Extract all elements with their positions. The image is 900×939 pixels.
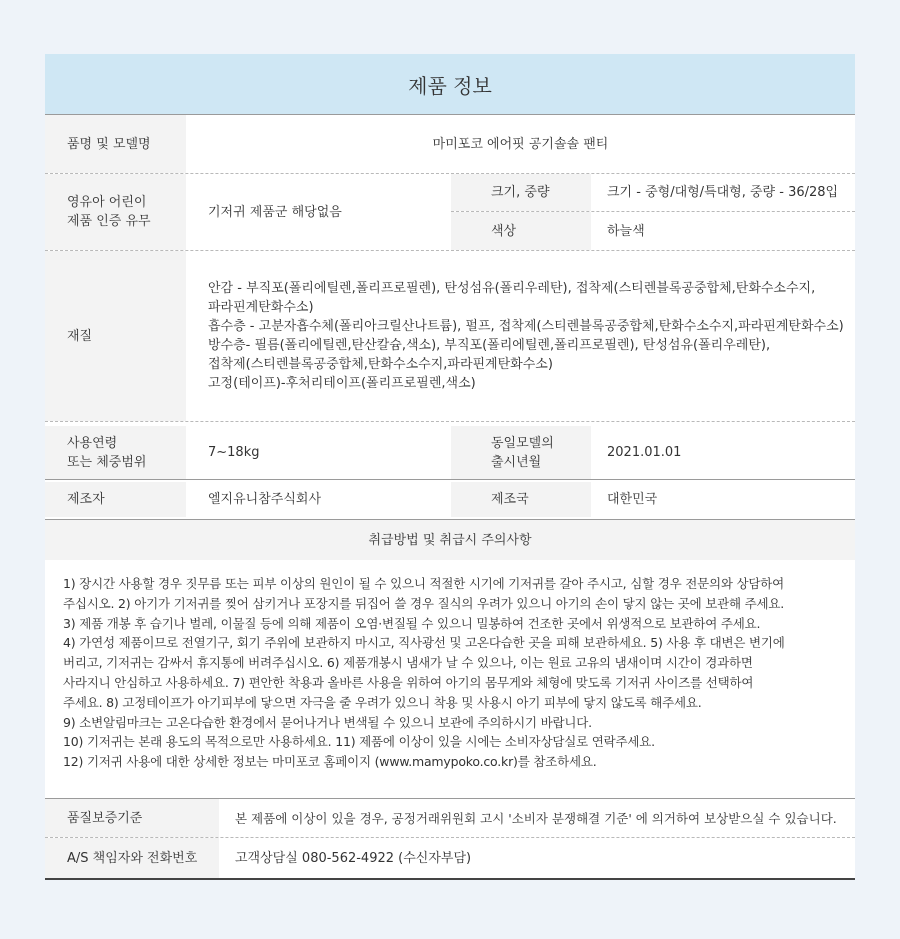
handling-line: 9) 소변알림마크는 고온다습한 환경에서 묻어나거나 변색될 수 있으니 보관에 주의하시기 바랍니다. <box>63 714 592 730</box>
handling-line: 3) 제품 개봉 후 습기나 벌레, 이물질 등에 의해 제품이 오염·변질될 수 있으니 밀봉하여 건조한 곳에서 위생적으로 보관하여 주세요. <box>63 615 761 631</box>
release-label <box>451 426 591 479</box>
age-range-label-line1: 사용연령 <box>67 435 118 451</box>
page-title: 제품 정보 <box>45 54 855 114</box>
release-label-line2: 출시년월 <box>491 454 542 470</box>
handling-line: 주세요. 8) 고정테이프가 아기피부에 닿으면 자극을 줄 우려가 있으니 착용 및 사용시 아기 피부에 닿지 않도록 해주세요. <box>63 694 702 710</box>
material-line: 흡수층 - 고분자흡수체(폴리아크릴산나트륨), 펄프, 접착제(스티렌블록공중합체,탄화수소수지,파라핀계탄화수소) <box>208 319 844 334</box>
handling-heading: 취급방법 및 취급시 주의사항 <box>45 520 855 560</box>
age-range-label-line2: 또는 체중범위 <box>67 454 147 470</box>
product-name-label: 품명 및 모델명 <box>45 115 186 173</box>
material-value <box>186 251 855 421</box>
quality-value: 본 제품에 이상이 있을 경우, 공정거래위원회 고시 '소비자 분쟁해결 기준' 에 의거하여 보상받으실 수 있습니다. <box>235 810 837 826</box>
handling-line: 1) 장시간 사용할 경우 짓무름 또는 피부 이상의 원인이 될 수 있으니 적절한 시기에 기저귀를 갈아 주시고, 심할 경우 전문의와 상담하여 <box>63 576 785 591</box>
handling-line: 버리고, 기저귀는 감싸서 휴지통에 버려주십시오. 6) 제품개봉시 냄새가 날 수 있으나, 이는 원료 고유의 냄새이며 시간이 경과하면 <box>63 655 753 671</box>
release-label-line1: 동일모델의 <box>491 435 554 451</box>
quality-label: 품질보증기준 <box>45 799 219 837</box>
handling-line: 4) 가연성 제품이므로 전열기구, 회기 주위에 보관하지 마시고, 직사광선 및 고온다습한 곳을 피해 보관하세요. 5) 사용 후 대변은 변기에 <box>63 635 785 651</box>
material-line: 파라핀계탄화수소) <box>208 300 314 315</box>
manufacturer-value: 엘지유니참주식회사 <box>208 492 322 507</box>
as-contact-label: A/S 책임자와 전화번호 <box>45 838 219 878</box>
material-line: 고정(테이프)-후처리테이프(폴리프로필렌,색소) <box>208 376 476 391</box>
country-value: 대한민국 <box>607 492 658 507</box>
handling-line: 사라지니 안심하고 사용하세요. 7) 편안한 착용과 올바른 사용을 위하여 아기의 몸무게와 체형에 맞도록 기저귀 사이즈를 선택하여 <box>63 674 754 690</box>
certification-label <box>45 174 186 250</box>
manufacturer-label: 제조자 <box>45 482 186 517</box>
material-label: 재질 <box>45 251 186 421</box>
material-line: 방수층- 필름(폴리에틸렌,탄산칼슘,색소), 부직포(폴리에틸렌,폴리프로필렌), 탄성섬유(폴리우레탄), <box>208 338 771 353</box>
size-weight-label: 크기, 중량 <box>451 174 591 211</box>
release-value: 2021.01.01 <box>607 445 682 460</box>
handling-line: 12) 기저귀 사용에 대한 상세한 정보는 마미포코 홈페이지 (www.mamypoko.co.kr)를 참조하세요. <box>63 754 597 770</box>
divider <box>45 421 855 422</box>
size-weight-value: 크기 - 중형/대형/특대형, 중량 - 36/28입 <box>607 185 839 200</box>
divider <box>45 479 855 480</box>
age-range-value: 7~18kg <box>208 445 260 460</box>
handling-line: 10) 기저귀는 본래 용도의 목적으로만 사용하세요. 11) 제품에 이상이 있을 시에는 소비자상담실로 연락주세요. <box>63 734 655 750</box>
material-line: 접착제(스티렌블록공중합체,탄화수소수지,파라핀계탄화수소) <box>208 357 553 372</box>
country-label: 제조국 <box>451 482 591 517</box>
as-contact-value: 고객상담실 080-562-4922 (수신자부담) <box>235 850 472 866</box>
certification-label-line2: 제품 인증 유무 <box>67 214 151 229</box>
material-line: 안감 - 부직포(폴리에틸렌,폴리프로필렌), 탄성섬유(폴리우레탄), 접착제(스티렌블록공중합체,탄화수소수지, <box>208 281 816 296</box>
certification-label-line1: 영유아 어린이 <box>67 195 147 210</box>
handling-notes <box>63 574 843 772</box>
color-value: 하늘색 <box>607 223 645 239</box>
product-info-card <box>45 54 855 880</box>
product-name-value: 마미포코 에어핏 공기솔솔 팬티 <box>432 136 609 152</box>
color-label: 색상 <box>451 212 591 250</box>
handling-line: 주십시오. 2) 아기가 기저귀를 찢어 삼키거나 포장지를 뒤집어 쓸 경우 질식의 우려가 있으니 아기의 손이 닿지 않는 곳에 보관해 주세요. <box>63 595 785 611</box>
age-range-label <box>45 426 186 479</box>
certification-value: 기저귀 제품군 해당없음 <box>208 204 342 220</box>
bottom-border <box>45 878 855 880</box>
